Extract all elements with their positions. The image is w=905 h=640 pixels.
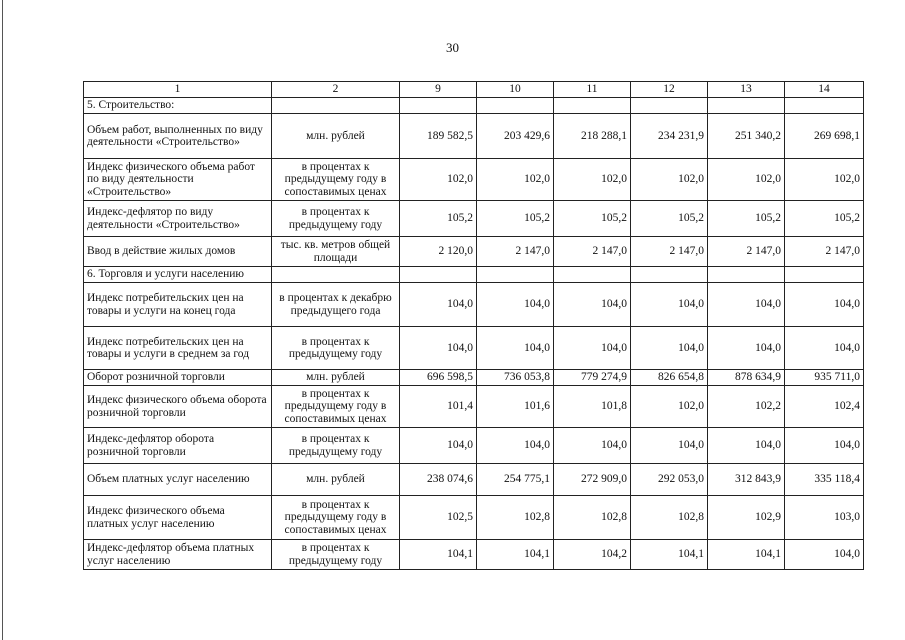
- indicators-table: [83, 81, 864, 570]
- column-header: 10: [477, 82, 554, 98]
- empty-cell: [708, 98, 785, 114]
- value-cell: 102,0: [400, 159, 477, 201]
- value-cell: 105,2: [400, 201, 477, 237]
- value-cell: 292 053,0: [631, 464, 708, 496]
- table-row: [84, 496, 864, 540]
- empty-cell: [785, 98, 864, 114]
- value-cell: 102,0: [631, 159, 708, 201]
- value-cell: 104,0: [785, 327, 864, 370]
- value-cell: 234 231,9: [631, 114, 708, 159]
- empty-cell: [708, 267, 785, 283]
- value-cell: 105,2: [785, 201, 864, 237]
- empty-cell: [554, 267, 631, 283]
- value-cell: 102,0: [477, 159, 554, 201]
- empty-cell: [477, 267, 554, 283]
- unit-cell: в процентах к предыдущему году в сопоставимых ценах: [272, 159, 400, 201]
- value-cell: 251 340,2: [708, 114, 785, 159]
- value-cell: 104,1: [477, 540, 554, 570]
- unit-cell: в процентах к предыдущему году: [272, 327, 400, 370]
- column-header: 13: [708, 82, 785, 98]
- indicator-name: Оборот розничной торговли: [84, 370, 272, 386]
- indicator-name: Индекс потребительских цен на товары и услуги на конец года: [84, 283, 272, 327]
- value-cell: 102,8: [477, 496, 554, 540]
- value-cell: 826 654,8: [631, 370, 708, 386]
- value-cell: 104,0: [554, 327, 631, 370]
- value-cell: 2 147,0: [785, 237, 864, 267]
- value-cell: 102,0: [631, 386, 708, 428]
- value-cell: 101,6: [477, 386, 554, 428]
- value-cell: 269 698,1: [785, 114, 864, 159]
- page-number: 30: [446, 40, 459, 55]
- value-cell: 2 147,0: [477, 237, 554, 267]
- unit-cell: тыс. кв. метров общей площади: [272, 237, 400, 267]
- value-cell: 104,0: [631, 428, 708, 464]
- value-cell: 101,8: [554, 386, 631, 428]
- value-cell: 104,1: [631, 540, 708, 570]
- value-cell: 935 711,0: [785, 370, 864, 386]
- empty-cell: [272, 267, 400, 283]
- value-cell: 105,2: [554, 201, 631, 237]
- value-cell: 105,2: [708, 201, 785, 237]
- indicator-name: Индекс-дефлятор по виду деятельности «Строительство»: [84, 201, 272, 237]
- column-header: 14: [785, 82, 864, 98]
- value-cell: 218 288,1: [554, 114, 631, 159]
- value-cell: 2 147,0: [708, 237, 785, 267]
- value-cell: 104,0: [708, 428, 785, 464]
- unit-cell: в процентах к декабрю предыдущего года: [272, 283, 400, 327]
- value-cell: 102,9: [708, 496, 785, 540]
- value-cell: 335 118,4: [785, 464, 864, 496]
- column-header-row: [84, 82, 864, 98]
- empty-cell: [400, 267, 477, 283]
- value-cell: 878 634,9: [708, 370, 785, 386]
- section-heading: 6. Торговля и услуги населению: [84, 267, 272, 283]
- unit-cell: в процентах к предыдущему году: [272, 428, 400, 464]
- empty-cell: [631, 267, 708, 283]
- indicator-name: Индекс физического объема работ по виду деятельности «Строительство»: [84, 159, 272, 201]
- value-cell: 203 429,6: [477, 114, 554, 159]
- unit-cell: в процентах к предыдущему году в сопоставимых ценах: [272, 496, 400, 540]
- value-cell: 102,0: [785, 159, 864, 201]
- indicator-name: Индекс потребительских цен на товары и услуги в среднем за год: [84, 327, 272, 370]
- value-cell: 102,0: [554, 159, 631, 201]
- table-row: [84, 159, 864, 201]
- table-row: [84, 428, 864, 464]
- indicator-name: Объем платных услуг населению: [84, 464, 272, 496]
- table-row: [84, 370, 864, 386]
- unit-cell: в процентах к предыдущему году: [272, 201, 400, 237]
- value-cell: 103,0: [785, 496, 864, 540]
- unit-cell: в процентах к предыдущему году: [272, 540, 400, 570]
- value-cell: 104,0: [785, 428, 864, 464]
- empty-cell: [554, 98, 631, 114]
- value-cell: 105,2: [631, 201, 708, 237]
- table-row: [84, 386, 864, 428]
- table-row: [84, 237, 864, 267]
- unit-cell: млн. рублей: [272, 464, 400, 496]
- value-cell: 104,0: [785, 283, 864, 327]
- value-cell: 102,8: [631, 496, 708, 540]
- unit-cell: млн. рублей: [272, 114, 400, 159]
- value-cell: 2 147,0: [554, 237, 631, 267]
- value-cell: 104,0: [477, 327, 554, 370]
- empty-cell: [785, 267, 864, 283]
- value-cell: 104,0: [400, 327, 477, 370]
- value-cell: 104,0: [477, 428, 554, 464]
- value-cell: 104,1: [400, 540, 477, 570]
- column-header: 1: [84, 82, 272, 98]
- value-cell: 104,1: [708, 540, 785, 570]
- value-cell: 104,0: [554, 283, 631, 327]
- value-cell: 189 582,5: [400, 114, 477, 159]
- empty-cell: [631, 98, 708, 114]
- value-cell: 779 274,9: [554, 370, 631, 386]
- table-row: [84, 283, 864, 327]
- value-cell: 104,0: [400, 283, 477, 327]
- table-row: [84, 114, 864, 159]
- indicator-name: Объем работ, выполненных по виду деятельности «Строительство»: [84, 114, 272, 159]
- value-cell: 104,2: [554, 540, 631, 570]
- indicator-name: Индекс-дефлятор оборота розничной торговли: [84, 428, 272, 464]
- table-row: [84, 201, 864, 237]
- value-cell: 104,0: [708, 327, 785, 370]
- value-cell: 104,0: [477, 283, 554, 327]
- value-cell: 736 053,8: [477, 370, 554, 386]
- section-row: [84, 267, 864, 283]
- value-cell: 696 598,5: [400, 370, 477, 386]
- table-body: [84, 98, 864, 570]
- table-row: [84, 464, 864, 496]
- value-cell: 104,0: [631, 327, 708, 370]
- value-cell: 105,2: [477, 201, 554, 237]
- value-cell: 104,0: [554, 428, 631, 464]
- indicator-name: Индекс-дефлятор объема платных услуг населению: [84, 540, 272, 570]
- column-header: 11: [554, 82, 631, 98]
- value-cell: 272 909,0: [554, 464, 631, 496]
- value-cell: 102,4: [785, 386, 864, 428]
- value-cell: 104,0: [708, 283, 785, 327]
- value-cell: 102,8: [554, 496, 631, 540]
- section-row: [84, 98, 864, 114]
- empty-cell: [477, 98, 554, 114]
- page-edge-line: [2, 0, 3, 640]
- value-cell: 254 775,1: [477, 464, 554, 496]
- empty-cell: [272, 98, 400, 114]
- unit-cell: млн. рублей: [272, 370, 400, 386]
- value-cell: 104,0: [631, 283, 708, 327]
- value-cell: 2 147,0: [631, 237, 708, 267]
- column-header: 9: [400, 82, 477, 98]
- column-header: 12: [631, 82, 708, 98]
- value-cell: 238 074,6: [400, 464, 477, 496]
- unit-cell: в процентах к предыдущему году в сопоставимых ценах: [272, 386, 400, 428]
- column-header: 2: [272, 82, 400, 98]
- value-cell: 104,0: [785, 540, 864, 570]
- empty-cell: [400, 98, 477, 114]
- indicator-name: Ввод в действие жилых домов: [84, 237, 272, 267]
- value-cell: 102,0: [708, 159, 785, 201]
- value-cell: 102,5: [400, 496, 477, 540]
- value-cell: 2 120,0: [400, 237, 477, 267]
- value-cell: 312 843,9: [708, 464, 785, 496]
- section-heading: 5. Строительство:: [84, 98, 272, 114]
- table-row: [84, 540, 864, 570]
- indicator-name: Индекс физического объема оборота розничной торговли: [84, 386, 272, 428]
- indicator-name: Индекс физического объема платных услуг населению: [84, 496, 272, 540]
- value-cell: 104,0: [400, 428, 477, 464]
- value-cell: 101,4: [400, 386, 477, 428]
- table-row: [84, 327, 864, 370]
- value-cell: 102,2: [708, 386, 785, 428]
